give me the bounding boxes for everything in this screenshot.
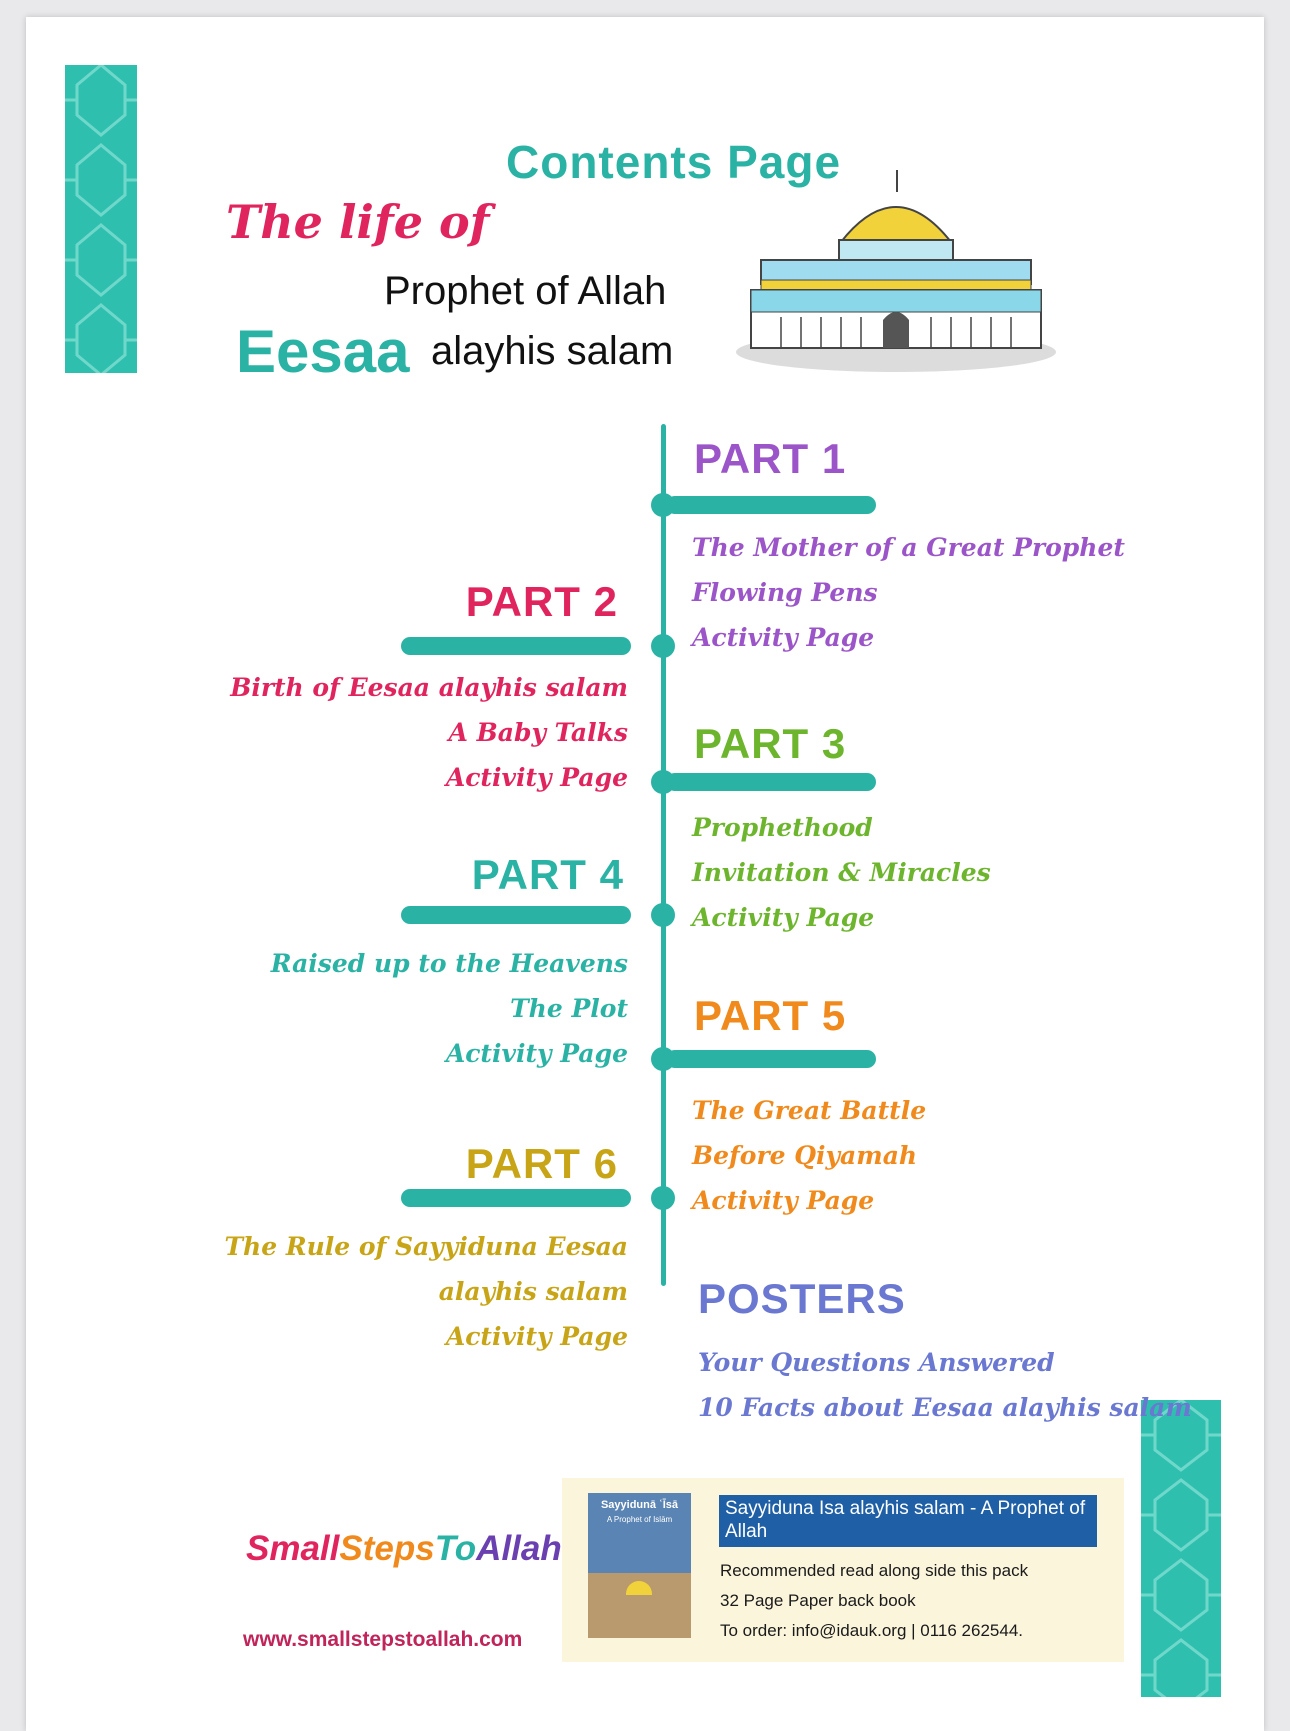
part-3-item: Invitation & Miracles <box>692 858 991 887</box>
part-6-item: Activity Page <box>445 1322 628 1351</box>
alayhis-salam-title: alayhis salam <box>431 329 674 373</box>
part-1-item: Activity Page <box>692 623 875 652</box>
part-6-item: alayhis salam <box>438 1277 628 1306</box>
part-3-item: Activity Page <box>692 903 875 932</box>
part-1-item: Flowing Pens <box>692 578 878 607</box>
part-3-item: Prophethood <box>692 813 873 842</box>
part-4-label: PART 4 <box>471 851 624 898</box>
timeline-dot <box>651 634 675 658</box>
part-2-item: Birth of Eesaa alayhis salam <box>230 673 628 702</box>
part-2-item: A Baby Talks <box>448 718 628 747</box>
book-order-info: To order: info@idauk.org | 0116 262544. <box>720 1621 1024 1640</box>
timeline-spine <box>661 424 666 1286</box>
right-pattern-band <box>1141 1400 1221 1697</box>
part-5-bar <box>666 1050 876 1068</box>
life-of-title: The life of <box>226 195 490 249</box>
small-steps-to-allah-logo: SmallStepsToAllah <box>246 1529 562 1568</box>
part-1-label: PART 1 <box>694 435 847 482</box>
part-3-label: PART 3 <box>694 720 847 767</box>
part-6-bar <box>401 1189 631 1207</box>
part-5-item: The Great Battle <box>692 1096 927 1125</box>
part-5-label: PART 5 <box>694 992 847 1039</box>
contents-page-title: Contents Page <box>506 136 842 188</box>
part-4-item: Activity Page <box>445 1039 628 1068</box>
part-5-item: Before Qiyamah <box>692 1141 918 1170</box>
part-2-item: Activity Page <box>445 763 628 792</box>
part-3-items <box>692 805 991 940</box>
book-cover-title: Sayyidunā ʿĪsā <box>600 1499 679 1511</box>
part-4-item: The Plot <box>510 994 628 1023</box>
eesaa-title: Eesaa <box>236 318 410 385</box>
book-recommendation: Recommended read along side this pack <box>720 1561 1029 1580</box>
book-cover <box>588 1493 691 1638</box>
part-6-item: The Rule of Sayyiduna Eesaa <box>224 1232 628 1261</box>
part-6-label: PART 6 <box>465 1140 618 1187</box>
part-4-bar <box>401 906 631 924</box>
page <box>26 17 1264 1731</box>
website-url[interactable]: www.smallstepstoallah.com <box>243 1628 523 1651</box>
part-4-item: Raised up to the Heavens <box>270 949 628 978</box>
posters-items <box>698 1340 1192 1430</box>
posters-label: POSTERS <box>698 1275 906 1322</box>
posters-item: 10 Facts about Eesaa alayhis salam <box>698 1393 1192 1422</box>
dome-of-the-rock-illustration <box>721 152 1071 392</box>
prophet-of-allah-title: Prophet of Allah <box>384 269 667 313</box>
book-cover-subtitle: A Prophet of Islām <box>606 1515 673 1524</box>
part-2-items <box>206 665 628 800</box>
part-2-label: PART 2 <box>465 578 618 625</box>
posters-item: Your Questions Answered <box>698 1348 1055 1377</box>
left-pattern-band <box>65 65 137 373</box>
book-title: Sayyiduna Isa alayhis salam - A Prophet of Allah <box>719 1495 1097 1547</box>
part-4-items <box>206 941 628 1076</box>
part-6-items <box>206 1224 628 1359</box>
part-3-bar <box>666 773 876 791</box>
part-5-item: Activity Page <box>692 1186 875 1215</box>
part-2-bar <box>401 637 631 655</box>
part-5-items <box>692 1088 926 1223</box>
part-1-bar <box>666 496 876 514</box>
part-1-items <box>692 525 1125 660</box>
book-format: 32 Page Paper back book <box>720 1591 916 1610</box>
timeline-dot <box>651 1186 675 1210</box>
timeline-dot <box>651 903 675 927</box>
part-1-item: The Mother of a Great Prophet <box>692 533 1125 562</box>
